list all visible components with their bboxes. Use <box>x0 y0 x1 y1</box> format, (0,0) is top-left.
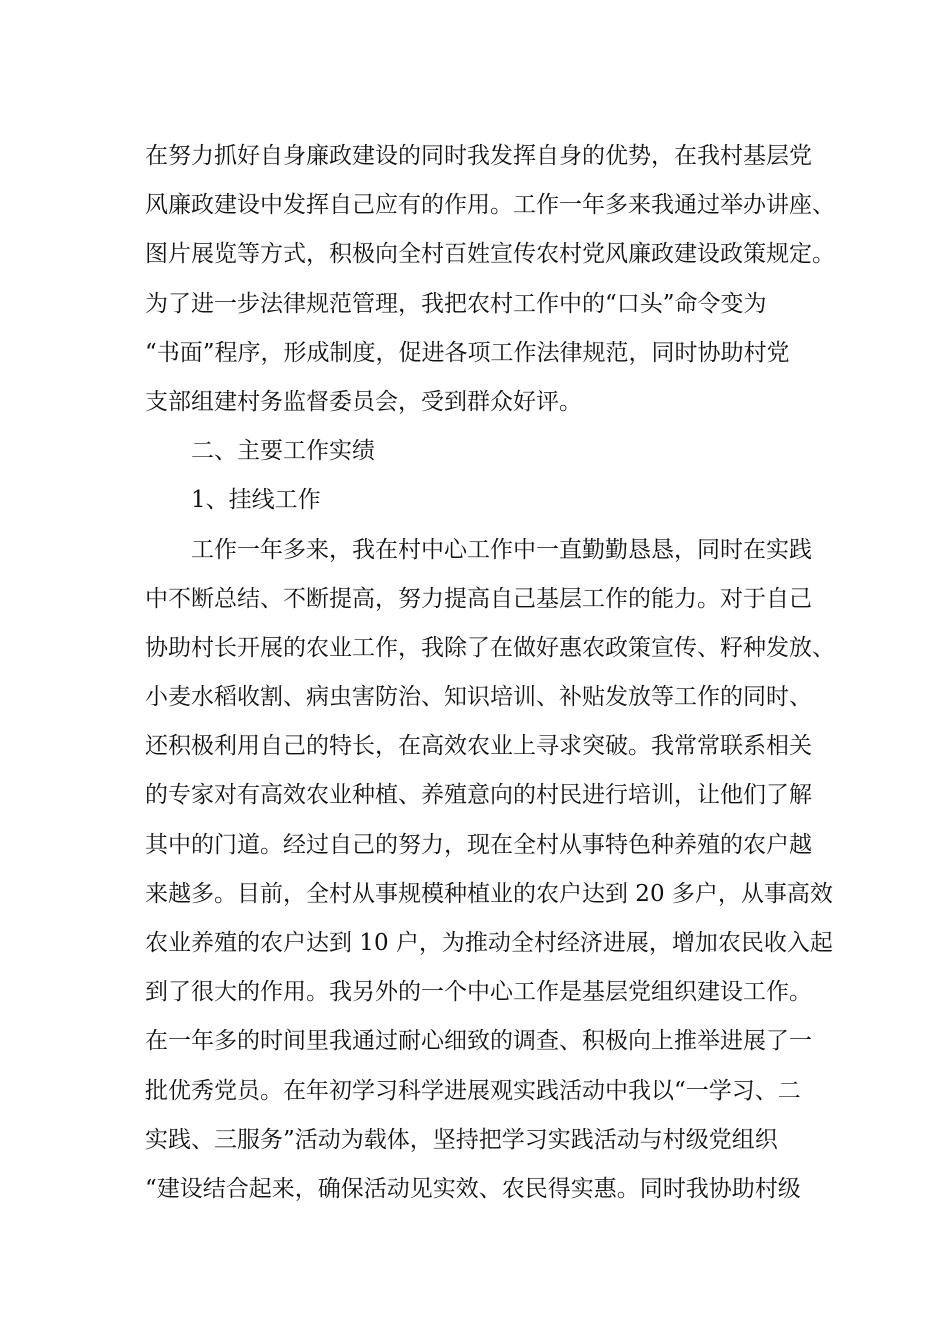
paragraph-line: “建设结合起来，确保活动见实效、农民得实惠。同时我协助村级 <box>145 1175 801 1202</box>
paragraph-line: 到了很大的作用。我另外的一个中心工作是基层党组织建设工作。 <box>145 979 812 1006</box>
paragraph-line: 其中的门道。经过自己的努力，现在全村从事特色种养殖的农户越 <box>145 831 812 858</box>
paragraph-line: 图片展览等方式，积极向全村百姓宣传农村党风廉政建设政策规定。 <box>145 241 835 268</box>
section-heading: 二、主要工作实绩 <box>191 438 375 465</box>
paragraph-line: 中不断总结、不断提高，努力提高自己基层工作的能力。对于自己 <box>145 585 812 612</box>
paragraph-line: 在一年多的时间里我通过耐心细致的调查、积极向上推举进展了一 <box>145 1028 812 1055</box>
paragraph-line: 的专家对有高效农业种植、养殖意向的村民进行培训，让他们了解 <box>145 782 812 809</box>
paragraph-line: “书面”程序，形成制度，促进各项工作法律规范，同时协助村党 <box>145 339 790 366</box>
paragraph-line: 在努力抓好自身廉政建设的同时我发挥自身的优势，在我村基层党 <box>145 143 812 169</box>
paragraph-line: 来越多。目前，全村从事规模种植业的农户达到 20 多户，从事高效 <box>145 880 833 907</box>
paragraph-line: 风廉政建设中发挥自己应有的作用。工作一年多来我通过举办讲座、 <box>145 192 835 219</box>
paragraph-line: 实践、三服务”活动为载体，坚持把学习实践活动与村级党组织 <box>145 1126 778 1153</box>
document-page <box>145 132 835 1214</box>
paragraph-line: 还积极利用自己的特长，在高效农业上寻求突破。我常常联系相关 <box>145 733 812 760</box>
paragraph-line: 为了进一步法律规范管理，我把农村工作中的“口头”命令变为 <box>145 290 767 317</box>
paragraph-line: 农业养殖的农户达到 10 户，为推动全村经济进展，增加农民收入起 <box>145 930 833 956</box>
subsection-heading: 1、挂线工作 <box>191 487 321 514</box>
paragraph-line: 小麦水稻收割、病虫害防治、知识培训、补贴发放等工作的同时、 <box>145 684 812 711</box>
paragraph-line: 协助村长开展的农业工作，我除了在做好惠农政策宣传、籽种发放、 <box>145 634 835 661</box>
paragraph-line: 支部组建村务监督委员会，受到群众好评。 <box>145 388 582 415</box>
paragraph-line: 工作一年多来，我在村中心工作中一直勤勤恳恳，同时在实践 <box>191 536 812 563</box>
paragraph-line: 批优秀党员。在年初学习科学进展观实践活动中我以“一学习、二 <box>145 1077 801 1104</box>
